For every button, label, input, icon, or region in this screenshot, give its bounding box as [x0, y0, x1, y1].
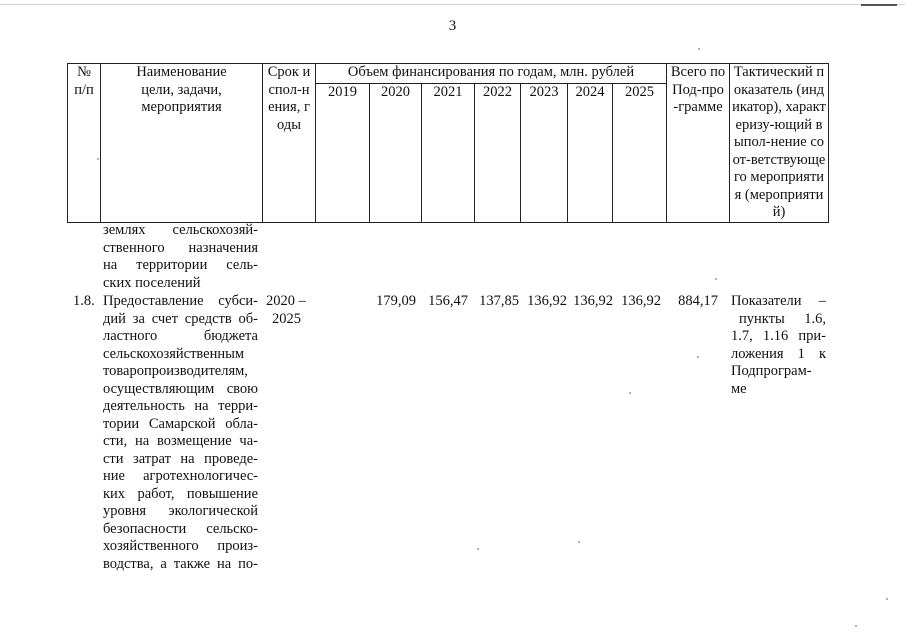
scan-speck [697, 356, 699, 358]
scan-speck [886, 598, 888, 600]
header-table [67, 63, 829, 223]
text-line: уровня экологической [103, 503, 258, 519]
scan-speck [629, 392, 631, 394]
text-line: ложения 1 к [731, 345, 826, 362]
scan-speck [578, 541, 580, 543]
text-line: сти затрат на проведе- [103, 450, 258, 467]
header-num: № п/п [68, 64, 101, 223]
text-line: тории Самарской обла- [103, 415, 258, 432]
value-2025: 136,92 [621, 293, 661, 309]
text-line: пункты 1.6, [739, 310, 826, 327]
text-line: на территории сель- [103, 257, 258, 273]
scan-speck [97, 158, 99, 160]
header-year: 2022 [475, 84, 521, 222]
value-2022: 137,85 [479, 293, 519, 309]
text-line: ких работ, повышение [103, 485, 258, 502]
scan-top-edge [0, 4, 905, 5]
scan-mark [861, 4, 897, 6]
header-year: 2021 [422, 84, 475, 222]
text-line: безопасности сельско- [103, 520, 258, 537]
row-indicator [731, 293, 826, 398]
row-description [103, 293, 258, 573]
page-number: 3 [448, 18, 457, 34]
scan-speck [715, 278, 717, 280]
header-year: 2019 [316, 84, 370, 222]
header-total: Всего по Под-про-грамме [667, 64, 730, 223]
continuation-text [103, 222, 258, 292]
term-end: 2025 [272, 310, 301, 327]
value-total: 884,17 [678, 293, 718, 309]
header-term: Срок испол-нения, годы [263, 64, 316, 223]
value-2020: 179,09 [376, 293, 416, 309]
text-line: ластного бюджета [103, 328, 258, 344]
header-year: 2024 [568, 84, 613, 222]
text-line: дий за счет средств об- [103, 310, 258, 327]
text-line: землях сельскохозяй- [103, 222, 258, 238]
text-line: ственного назначения [103, 239, 258, 256]
text-line: хозяйственного произ- [103, 538, 258, 554]
scan-speck [698, 48, 700, 50]
scan-speck [477, 548, 479, 550]
header-year: 2023 [521, 84, 568, 222]
header-funding: Объем финансирования по годам, млн. рублей [316, 64, 667, 84]
value-2023: 136,92 [527, 293, 567, 309]
text-line: Показатели – [731, 293, 826, 309]
scan-speck [855, 625, 857, 627]
text-line: Подпрограм- [731, 363, 812, 379]
text-line: ме [731, 380, 747, 397]
text-line: товаропроизводителям, [103, 363, 248, 379]
header-year: 2025 [613, 84, 667, 222]
value-2024: 136,92 [573, 293, 613, 309]
text-line: сельскохозяйственным [103, 345, 245, 362]
text-line: сти, на возмещение ча- [103, 433, 258, 449]
text-line: ние агротехнологичес- [103, 468, 258, 484]
row-number: 1.8. [73, 293, 95, 309]
row-term [266, 293, 316, 328]
text-line: деятельность на терри- [103, 398, 258, 414]
term-start: 2020 – [266, 293, 306, 309]
text-line: водства, а также на по- [103, 555, 258, 572]
text-line: Предоставление субси- [103, 293, 258, 309]
value-2021: 156,47 [428, 293, 468, 309]
text-line: осуществляющим свою [103, 380, 258, 397]
text-line: 1.7, 1.16 при- [731, 328, 826, 344]
header-year: 2020 [370, 84, 422, 222]
text-line: ских поселений [103, 274, 201, 291]
header-indicator: Тактический показатель (индикатор), характеризу-ющий выпол-нение соот-ветствующего мероприятия (мероприятий) [730, 64, 829, 223]
header-name: Наименование цели, задачи, мероприятия [101, 64, 263, 223]
